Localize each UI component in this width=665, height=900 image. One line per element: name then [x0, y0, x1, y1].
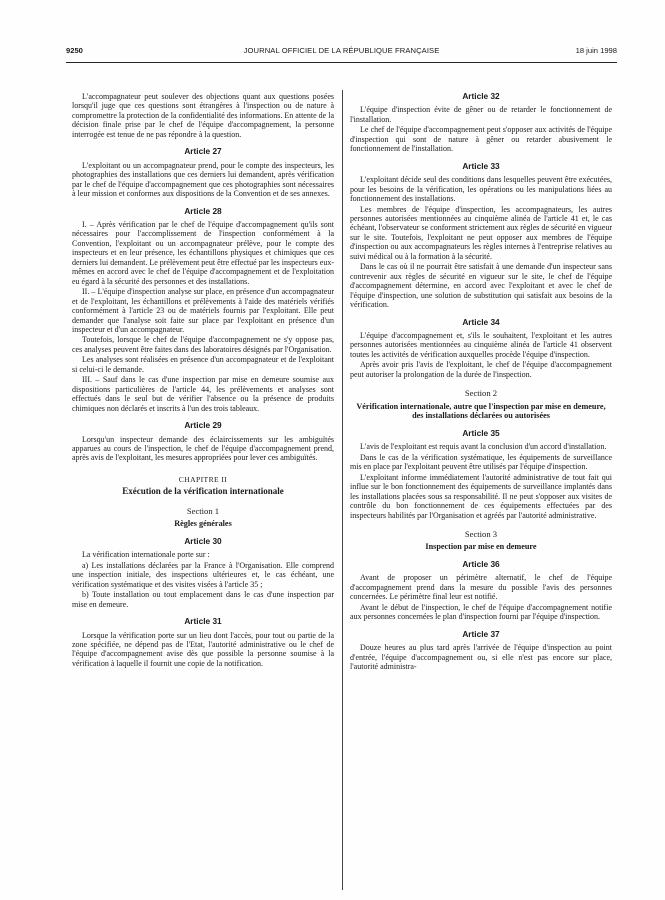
- paragraph: Toutefois, lorsque le chef de l'équipe d'accompagnement ne s'y oppose pas, ces analyses peuvent être faites dans des laboratoires désignés par l'Organisation.: [72, 335, 334, 354]
- left-column: [72, 92, 334, 669]
- section-label: Section 3: [464, 528, 498, 539]
- article-heading: Article 37: [462, 628, 500, 639]
- paragraph: Lorsque la vérification porte sur un lieu dont l'accès, pour tout ou partie de la zone spécifiée, ne dépend pas de l'Etat, l'autorité administrative ou le chef de l'équipe d'accompagnement avise dès que possible la personne soumise à la vérification à laquelle il fournit une copie de la notification.: [72, 630, 334, 668]
- paragraph: L'équipe d'inspection évite de gêner ou de retarder le fonctionnement de l'installation.: [350, 105, 612, 124]
- article-heading: Article 31: [184, 616, 222, 627]
- page-header: [66, 46, 617, 60]
- paragraph: L'avis de l'exploitant est requis avant la conclusion d'un accord d'installation.: [360, 442, 607, 452]
- paragraph: b) Toute installation ou tout emplacement dans le cas d'une inspection par mise en demeure.: [72, 590, 334, 609]
- right-column: [350, 92, 612, 673]
- paragraph: a) Les installations déclarées par la France à l'Organisation. Elle comprend une inspection initiale, des inspections ultérieures et, le cas échéant, une vérification systématique et des visites visées à l'article 35 ;: [72, 560, 334, 589]
- paragraph: I. – Après vérification par le chef de l'équipe d'accompagnement qu'ils sont nécessaires pour l'accomplissement de l'inspection conformément à la Convention, l'exploitant ou un accompagnateur prélève, pour le compte des inspecteurs et en leur présence, les échantillons physiques et chimiques que ces derniers lui demandent. Le prélèvement peut être effectué par les inspecteurs eux-mêmes en accord avec le chef de l'équipe d'accompagnement et de l'exploitation eu égard à la sécurité des personnes et des installations.: [72, 219, 334, 286]
- article-heading: Article 36: [462, 559, 500, 569]
- article-heading: Article 29: [184, 420, 222, 431]
- paragraph: La vérification internationale porte sur :: [82, 550, 210, 560]
- page-number: 9250: [66, 46, 83, 55]
- article-heading: Article 28: [184, 205, 222, 216]
- paragraph: Avant de proposer un périmètre alternatif, le chef de l'équipe d'accompagnement prend dans la mesure du possible l'avis des personnes concernées. Le périmètre final leur est notifié.: [350, 573, 612, 602]
- section-label: Section 2: [464, 388, 498, 399]
- header-rule: [66, 62, 617, 63]
- paragraph: L'exploitant décide seul des conditions dans lesquelles peuvent être exécutées, pour les besoins de la vérification, les opérations ou les manipulations liées au fonctionnement des installations.: [350, 175, 612, 204]
- paragraph: III. – Sauf dans le cas d'une inspection par mise en demeure soumise aux dispositions particulières de l'article 44, les prélèvements et analyses sont effectués dans le seul but de vérifier l'absence ou la présence de produits chimiques non déclarés et inscrits à l'un des trois tableaux.: [72, 375, 334, 413]
- paragraph: Dans le cas où il ne pourrait être satisfait à une demande d'un inspecteur sans contrevenir aux règles de sécurité en vigueur sur le site, le chef de l'équipe d'accompagnement détermine, en accord avec l'exploitant et avec le chef de l'équipe d'inspection, une solution de substitution qui satisfait aux besoins de la vérification.: [350, 262, 612, 310]
- paragraph: II. – L'équipe d'inspection analyse sur place, en présence d'un accompagnateur et de l'exploitant, les échantillons et prélèvements à l'aide des matériels vérifiés conformément à l'article 23 ou de matériels fournis par l'exploitant. Elle peut demander que l'analyse soit faite sur place par l'exploitant en présence d'un inspecteur et d'un accompagnateur.: [72, 287, 334, 334]
- issue-date: 18 juin 1998: [575, 46, 617, 55]
- paragraph: Après avoir pris l'avis de l'exploitant, le chef de l'équipe d'accompagnement peut autoriser la prolongation de la durée de l'inspection.: [350, 360, 612, 379]
- paragraph: Les analyses sont réalisées en présence d'un accompagnateur et de l'exploitant si celui-ci le demande.: [72, 355, 334, 374]
- paragraph: L'accompagnateur peut soulever des objections quant aux questions posées lorsqu'il juge que ces questions sont étrangères à l'inspection ou de nature à compromettre la protection de la confidentialité des informations. En attente de la décision finale prise par le chef de l'équipe d'accompagnement, la personne interrogée est tenue de ne pas répondre à la question.: [72, 92, 334, 139]
- paragraph: Le chef de l'équipe d'accompagnement peut s'opposer aux activités de l'équipe d'inspection qui sont de nature à gêner ou retarder abusivement le fonctionnement de l'installation.: [350, 125, 612, 154]
- paragraph: L'équipe d'accompagnement et, s'ils le souhaitent, l'exploitant et les autres personnes autorisées mentionnées au cinquième alinéa de l'article 41 observent toutes les activités de vérification auxquelles procède l'équipe d'inspection.: [350, 330, 612, 359]
- paragraph: Douze heures au plus tard après l'arrivée de l'équipe d'inspection au point d'entrée, l'équipe d'accompagnement ou, si elle n'est pas encore sur place, l'autorité administra-: [350, 643, 612, 672]
- chapter-title: Exécution de la vérification internationale: [122, 486, 284, 497]
- article-heading: Article 35: [462, 427, 500, 438]
- chapter-label: CHAPITRE II: [178, 474, 228, 484]
- article-heading: Article 27: [184, 146, 222, 157]
- paragraph: Les membres de l'équipe d'inspection, les accompagnateurs, les autres personnes autorisées mentionnées au cinquième alinéa de l'article 41 et, le cas échéant, l'observateur se conforment strictement aux règles de sécurité en vigueur sur le site. Toutefois, l'exploitant ne peut opposer aux membres de l'équipe d'inspection ou aux accompagnateurs les règles internes à l'entreprise relatives au suivi médical ou à la formation à la sécurité.: [350, 204, 612, 261]
- article-heading: Article 30: [184, 535, 222, 546]
- article-heading: Article 34: [462, 316, 500, 327]
- section-title: Inspection par mise en demeure: [425, 542, 537, 552]
- column-divider: [342, 90, 343, 890]
- paragraph: Avant le début de l'inspection, le chef de l'équipe d'accompagnement notifie aux personnes concernées le plan d'inspection fourni par l'équipe d'inspection.: [350, 602, 612, 622]
- section-title: Vérification internationale, autre que l'inspection par mise en demeure, des installations déclarées ou autorisées: [356, 401, 606, 421]
- paragraph: L'exploitant ou un accompagnateur prend, pour le compte des inspecteurs, les photographies des installations que ces derniers lui demandent, après vérification par le chef de l'équipe d'accompagnement que ces photographies sont nécessaires à leur mission et conformes aux dispositions de la Convention et de ses annexes.: [72, 160, 334, 199]
- article-heading: Article 33: [462, 160, 500, 171]
- paragraph: Lorsqu'un inspecteur demande des éclaircissements sur les ambiguïtés apparues au cours de l'inspection, le chef de l'équipe d'accompagnement prend, après avis de l'exploitant, les mesures appropriées pour lever ces ambiguïtés.: [72, 434, 334, 463]
- paragraph: L'exploitant informe immédiatement l'autorité administrative de tout fait qui influe sur le bon fonctionnement des équipements de surveillance implantés dans les installations placées sous sa responsabilité. Il ne peut s'opposer aux visites de contrôle du bon fonctionnement de ces équipements effectuées par des inspecteurs habilités par l'Organisation et agréés par l'autorité administrative.: [350, 472, 612, 520]
- journal-title: JOURNAL OFFICIEL DE LA RÉPUBLIQUE FRANÇAISE: [243, 46, 440, 55]
- article-heading: Article 32: [462, 91, 500, 101]
- section-title: Règles générales: [174, 519, 232, 529]
- section-label: Section 1: [186, 505, 220, 516]
- paragraph: Dans le cas de la vérification systématique, les équipements de surveillance mis en place par l'exploitant peuvent être utilisés par l'équipe d'inspection.: [350, 452, 612, 472]
